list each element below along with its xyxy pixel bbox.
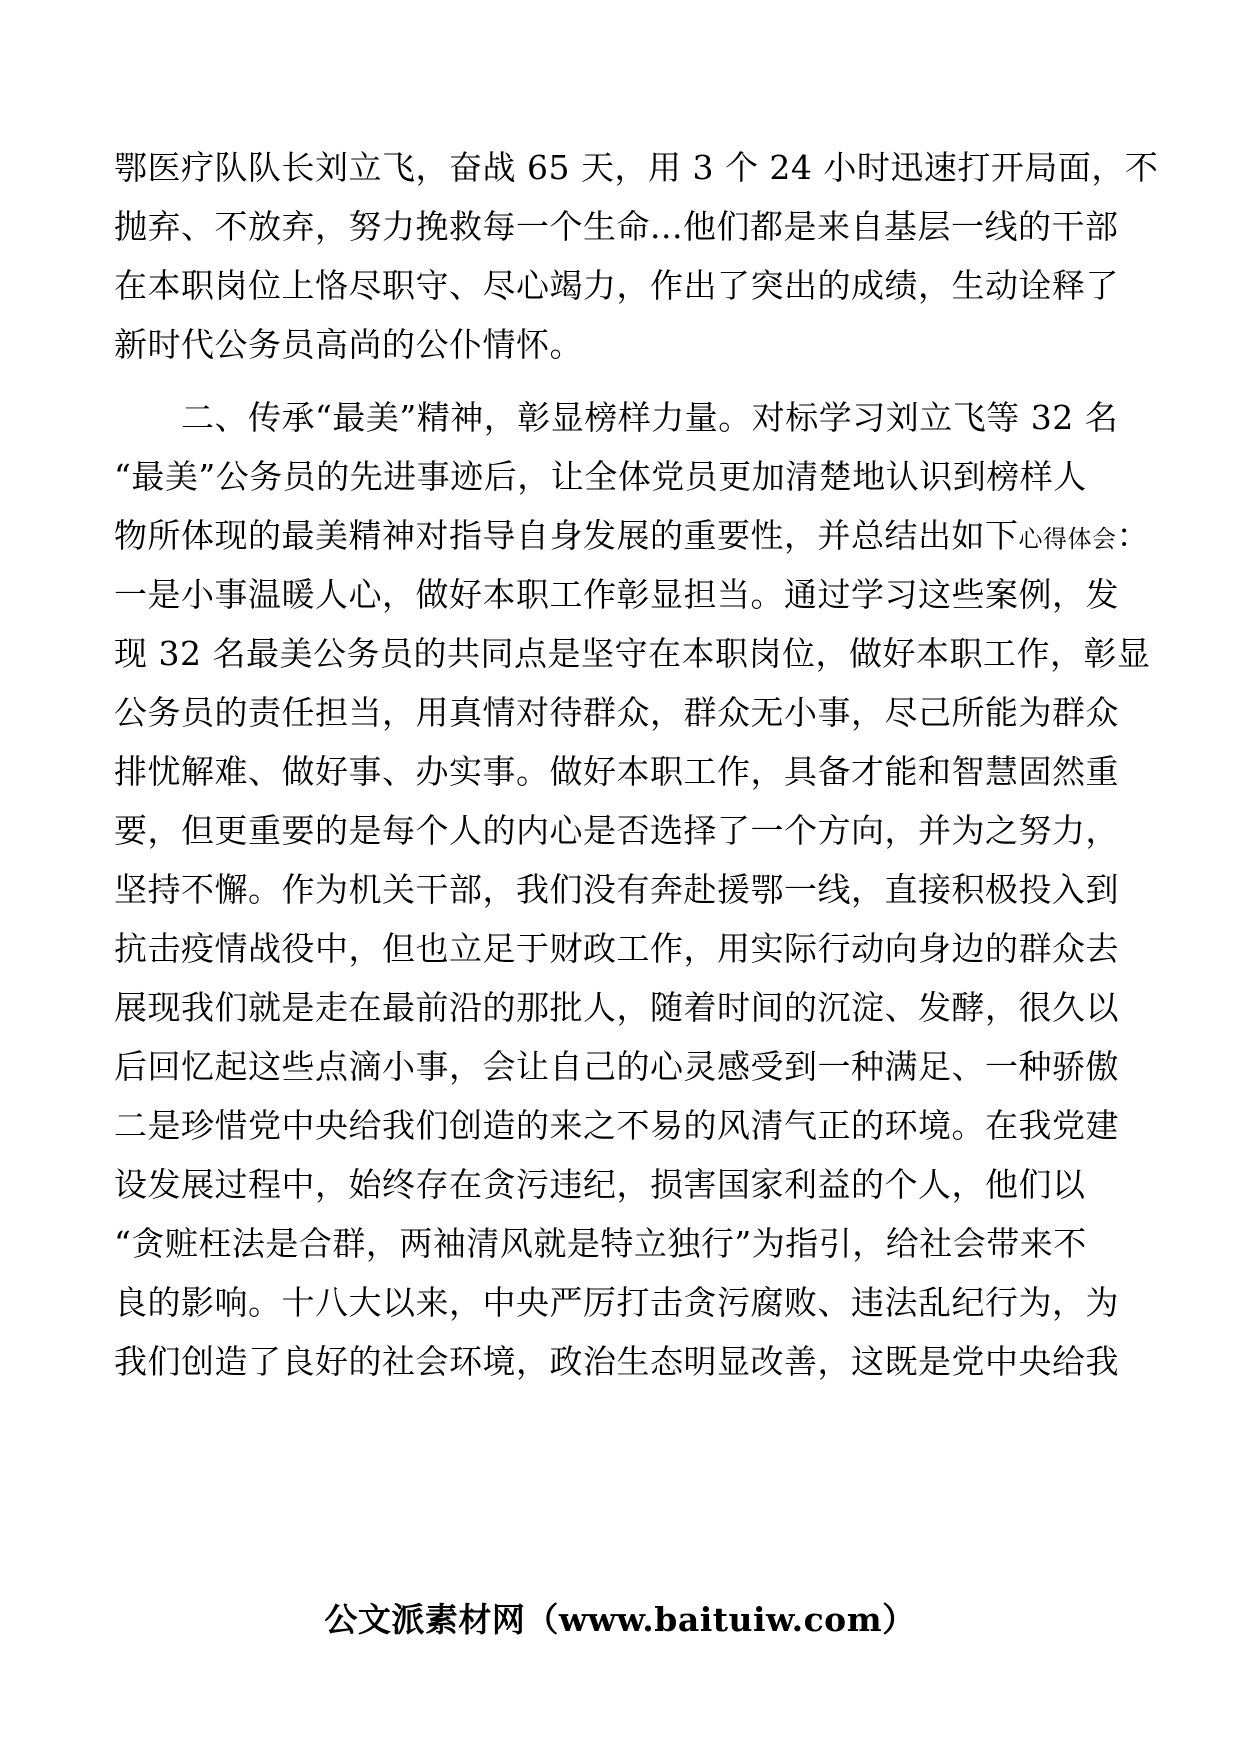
section-heading-line: 二、传承“最美”精神，彰显榜样力量。对标学习刘立飞等 32 名 <box>114 398 1119 437</box>
body-text-line: 展现我们就是走在最前沿的那批人，随着时间的沉淀、发酵，很久以 <box>114 988 1119 1027</box>
body-text-segment: 物所体现的最美精神对指导自身发展的重要性，并总结出如下 <box>114 516 1019 555</box>
body-text-line: 抛弃、不放弃，努力挽救每一个生命...他们都是来自基层一线的干部 <box>114 207 1119 246</box>
body-text-line: 我们创造了良好的社会环境，政治生态明显改善，这既是党中央给我 <box>114 1342 1119 1381</box>
body-text-line: 排忧解难、做好事、办实事。做好本职工作，具备才能和智慧固然重 <box>114 752 1119 791</box>
body-text-line: 现 32 名最美公务员的共同点是坚守在本职岗位，做好本职工作，彰显 <box>114 634 1151 673</box>
body-text-line: 一是小事温暖人心，做好本职工作彰显担当。通过学习这些案例，发 <box>114 575 1119 614</box>
body-text-line: “最美”公务员的先进事迹后，让全体党员更加清楚地认识到榜样人 <box>114 457 1087 496</box>
body-text-line: “贪赃枉法是合群，两袖清风就是特立独行”为指引，给社会带来不 <box>114 1224 1087 1263</box>
inline-small-text: 心得体会 <box>1018 525 1117 553</box>
body-text-line: 二是珍惜党中央给我们创造的来之不易的风清气正的环境。在我党建 <box>114 1106 1119 1145</box>
body-text-line: 在本职岗位上恪尽职守、尽心竭力，作出了突出的成绩，生动诠释了 <box>114 266 1119 305</box>
body-text-line: 坚持不懈。作为机关干部，我们没有奔赴援鄂一线，直接积极投入到 <box>114 870 1119 909</box>
body-text-line <box>114 514 1150 561</box>
body-text-line: 后回忆起这些点滴小事，会让自己的心灵感受到一种满足、一种骄傲 <box>114 1047 1119 1086</box>
body-text-line: 设发展过程中，始终存在贪污违纪，损害国家利益的个人，他们以 <box>114 1165 1086 1204</box>
body-text-line: 鄂医疗队队长刘立飞，奋战 65 天，用 3 个 24 小时迅速打开局面，不 <box>114 148 1159 187</box>
body-text-line: 要，但更重要的是每个人的内心是否选择了一个方向，并为之努力， <box>114 811 1119 850</box>
body-text-line: 抗击疫情战役中，但也立足于财政工作，用实际行动向身边的群众去 <box>114 929 1119 968</box>
body-text-line: 公务员的责任担当，用真情对待群众，群众无小事，尽己所能为群众 <box>114 693 1119 732</box>
footer-watermark: 公文派素材网（www.baituiw.com） <box>324 1600 916 1639</box>
body-text-line: 良的影响。十八大以来，中央严厉打击贪污腐败、违法乱纪行为，为 <box>114 1283 1119 1322</box>
body-text-line: 新时代公务员高尚的公仆情怀。 <box>114 325 583 364</box>
inline-colon: ： <box>1116 516 1150 555</box>
